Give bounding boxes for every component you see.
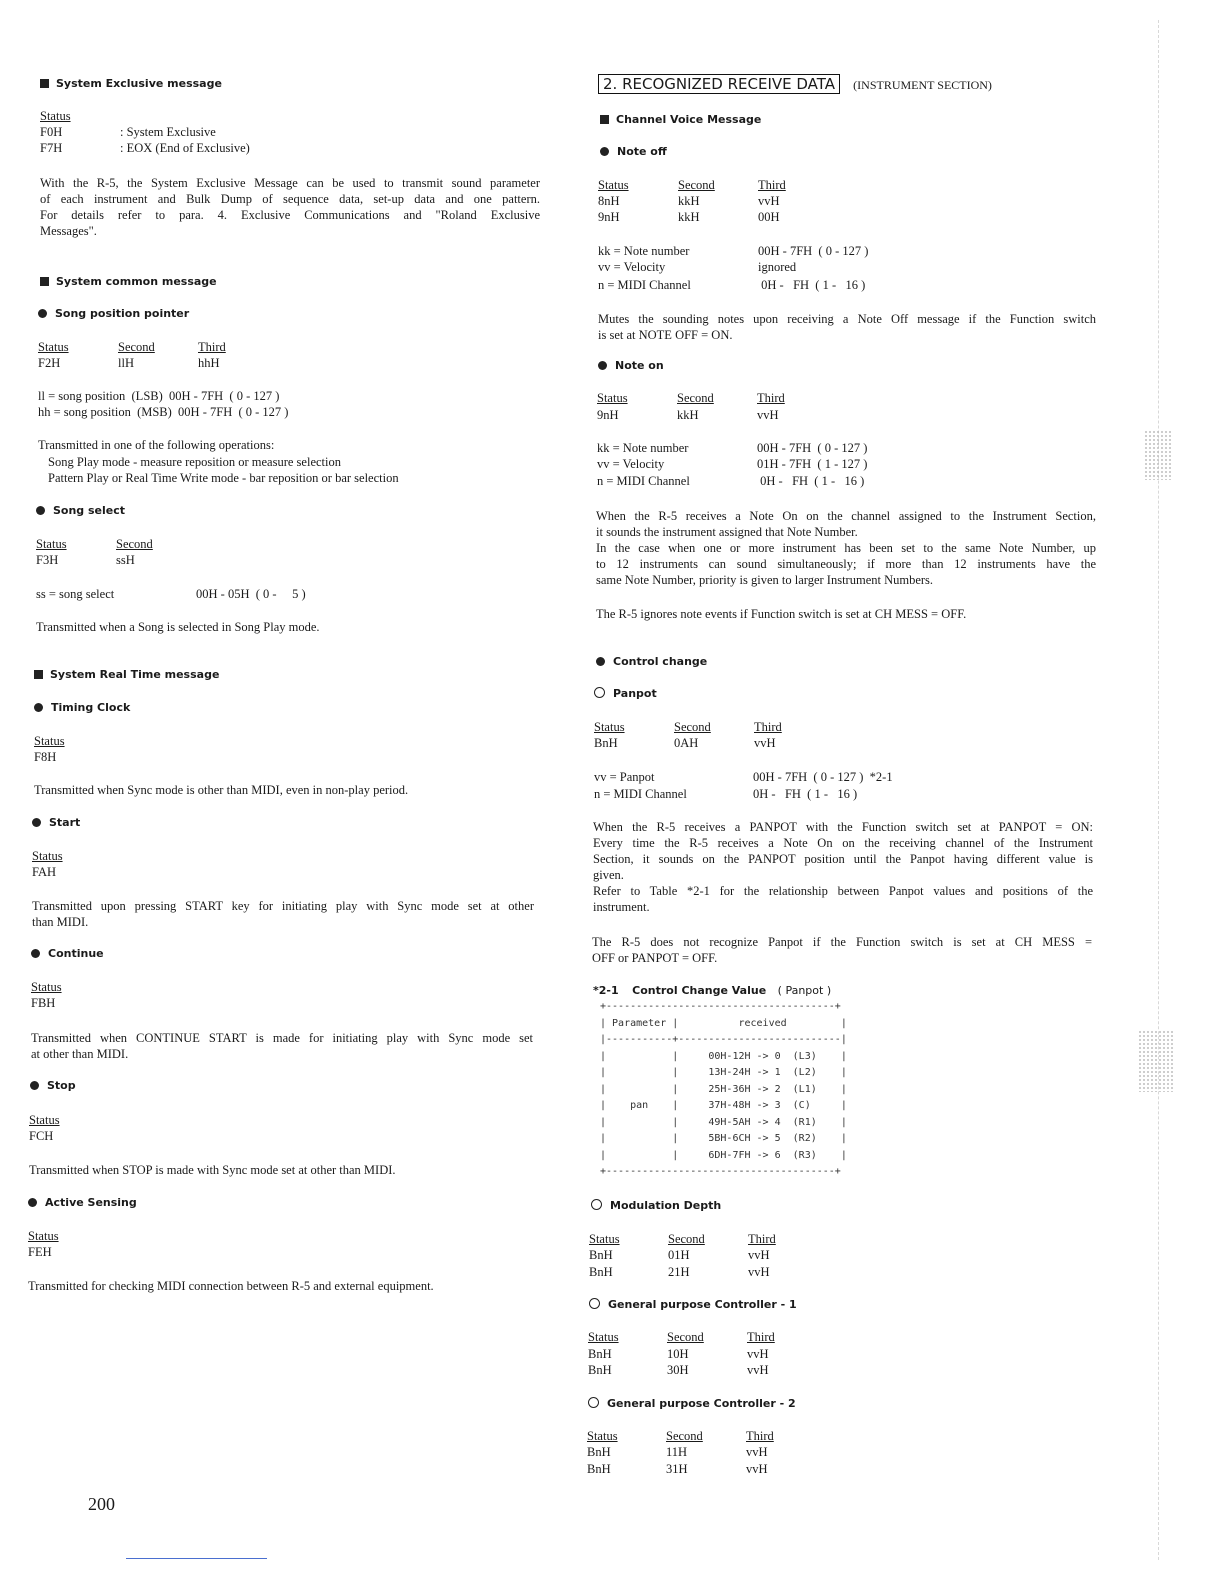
heading-start: Start xyxy=(32,815,80,831)
table-line: +--------------------------------------+ xyxy=(600,1166,841,1177)
col-status: Status xyxy=(589,1232,620,1246)
col-second: Second xyxy=(667,1330,704,1344)
cell: BnH xyxy=(588,1347,612,1361)
heading-system-common: System common message xyxy=(40,274,217,290)
section-title-box: 2. RECOGNIZED RECEIVE DATA xyxy=(598,74,840,94)
status-label: Status xyxy=(40,109,71,123)
circle-bullet-icon xyxy=(591,1199,602,1210)
cell: kkH xyxy=(677,408,699,422)
dot-bullet-icon xyxy=(34,703,43,712)
dot-bullet-icon xyxy=(32,818,41,827)
heading-song-position-pointer: Song position pointer xyxy=(38,306,189,322)
col-third: Third xyxy=(757,391,785,405)
table-line: +--------------------------------------+ xyxy=(600,1001,841,1012)
cell: BnH xyxy=(594,736,618,750)
square-bullet-icon xyxy=(34,670,43,679)
table-caption-number: *2-1 xyxy=(593,984,619,997)
definition-name: ss = song select xyxy=(36,587,115,601)
table-line: |-----------+---------------------------| xyxy=(600,1034,847,1045)
table-line: | | 00H-12H -> 0 (L3) | xyxy=(600,1050,847,1062)
cell: vvH xyxy=(748,1265,770,1279)
footer-rule xyxy=(126,1558,267,1559)
section-title xyxy=(598,74,992,94)
panpot-paragraph-2: The R-5 does not recognize Panpot if the Function switch is set at CH MESS = OFF or PANPOT = OFF. xyxy=(592,935,1092,965)
cell: vvH xyxy=(746,1445,768,1459)
heading-note-off: Note off xyxy=(600,144,667,160)
def-range: 0H - FH ( 1 - 16 ) xyxy=(753,787,858,801)
col-status: Status xyxy=(597,391,628,405)
cell: vvH xyxy=(754,736,776,750)
col-status: Status xyxy=(588,1330,619,1344)
dot-bullet-icon xyxy=(596,657,605,666)
col-third: Third xyxy=(747,1330,775,1344)
col-second: Second xyxy=(118,340,155,354)
def-name: n = MIDI Channel xyxy=(598,278,691,292)
heading-gp-controller-2: General purpose Controller - 2 xyxy=(588,1396,796,1412)
note: Transmitted for checking MIDI connection between R-5 and external equipment. xyxy=(28,1279,434,1293)
table-line: | | 13H-24H -> 1 (L2) | xyxy=(600,1067,847,1078)
note: Transmitted when Sync mode is other than MIDI, even in non-play period. xyxy=(34,783,409,797)
table-line: | Parameter | received | xyxy=(600,1017,847,1029)
cell: vvH xyxy=(758,194,780,208)
status-label: Status xyxy=(32,849,63,863)
col-second: Second xyxy=(677,391,714,405)
panpot-paragraph: When the R-5 receives a PANPOT with the Function switch set at PANPOT = ON: Every time the R-5 receives a Note On on the receiving channel of the Instrument Section, it sounds on the PANPOT position until the Panpot having different value is given. Refer to Table *2-1 for the relationship between Panpot values and positions of the instrument. xyxy=(593,820,1093,914)
cell: 00H xyxy=(758,210,780,224)
table-line: | | 6DH-7FH -> 6 (R3) | xyxy=(600,1149,847,1161)
noteon-paragraph-2: The R-5 ignores note events if Function switch is set at CH MESS = OFF. xyxy=(596,607,967,621)
heading-control-change: Control change xyxy=(596,654,707,670)
def-name: vv = Velocity xyxy=(598,260,666,274)
status-label: Status xyxy=(31,980,62,994)
cell: BnH xyxy=(589,1265,613,1279)
col-second: Second xyxy=(666,1429,703,1443)
section-title-suffix: (INSTRUMENT SECTION) xyxy=(853,78,992,92)
ops-intro: Transmitted in one of the following operations: xyxy=(38,438,275,452)
heading-song-select: Song select xyxy=(36,503,125,519)
cell: BnH xyxy=(589,1248,613,1262)
cell: 0AH xyxy=(674,736,699,750)
col-status: Status xyxy=(36,537,67,551)
col-third: Third xyxy=(198,340,226,354)
code-desc: : System Exclusive xyxy=(120,125,216,139)
status-label: Status xyxy=(29,1113,60,1127)
heading-note-on: Note on xyxy=(598,358,664,374)
def-name: n = MIDI Channel xyxy=(594,787,687,801)
code: F8H xyxy=(34,750,57,764)
note: Transmitted upon pressing START key for initiating play with Sync mode set at other than MIDI. xyxy=(32,899,534,929)
ops-item: Song Play mode - measure reposition or measure selection xyxy=(48,455,341,469)
table-line: | pan | 37H-48H -> 3 (C) | xyxy=(600,1100,847,1111)
circle-bullet-icon xyxy=(588,1397,599,1408)
table-line: | | 25H-36H -> 2 (L1) | xyxy=(600,1083,847,1095)
heading-system-exclusive: System Exclusive message xyxy=(40,76,222,92)
col-second: Second xyxy=(668,1232,705,1246)
sysex-paragraph: With the R-5, the System Exclusive Message can be used to transmit sound parameter of each instrument and Bulk Dump of sequence data, set-up data and one pattern. For details refer to para. 4. Exclusive Communications and "Roland Exclusive Messages". xyxy=(40,176,540,238)
heading-channel-voice-message: Channel Voice Message xyxy=(600,112,761,128)
cell: vvH xyxy=(747,1347,769,1361)
code: FAH xyxy=(32,865,57,879)
cell: kkH xyxy=(678,194,700,208)
noteoff-paragraph: Mutes the sounding notes upon receiving a Note Off message if the Function switch is set at NOTE OFF = ON. xyxy=(598,312,1096,342)
def-range: 0H - FH ( 1 - 16 ) xyxy=(757,474,865,488)
note: Transmitted when CONTINUE START is made for initiating play with Sync mode set at other than MIDI. xyxy=(31,1031,533,1061)
heading-timing-clock: Timing Clock xyxy=(34,700,130,716)
def-range: ignored xyxy=(758,260,797,274)
heading-continue: Continue xyxy=(31,946,104,962)
cell: 10H xyxy=(667,1347,689,1361)
col-third: Third xyxy=(746,1429,774,1443)
note: Transmitted when a Song is selected in Song Play mode. xyxy=(36,620,320,634)
status-label: Status xyxy=(34,734,65,748)
cell: ssH xyxy=(116,553,135,567)
heading-system-real-time: System Real Time message xyxy=(34,667,219,683)
col-status: Status xyxy=(587,1429,618,1443)
status-label: Status xyxy=(28,1229,59,1243)
cell: vvH xyxy=(757,408,779,422)
cell: 8nH xyxy=(598,194,620,208)
cell: 21H xyxy=(668,1265,690,1279)
col-third: Third xyxy=(748,1232,776,1246)
table-line: | | 5BH-6CH -> 5 (R2) | xyxy=(600,1133,847,1144)
def-name: n = MIDI Channel xyxy=(597,474,690,488)
circle-bullet-icon xyxy=(589,1298,600,1309)
def-name: vv = Panpot xyxy=(594,770,655,784)
dot-bullet-icon xyxy=(38,309,47,318)
cell: vvH xyxy=(747,1363,769,1377)
cell: BnH xyxy=(587,1445,611,1459)
table-caption-title: Control Change Value xyxy=(632,984,767,997)
ops-item: Pattern Play or Real Time Write mode - bar reposition or bar selection xyxy=(48,471,399,485)
scan-speckle xyxy=(1138,1030,1174,1092)
square-bullet-icon xyxy=(40,277,49,286)
cell: vvH xyxy=(748,1248,770,1262)
def-name: kk = Note number xyxy=(598,244,690,258)
cell: 9nH xyxy=(598,210,620,224)
def-name: kk = Note number xyxy=(597,441,689,455)
cell: F2H xyxy=(38,356,61,370)
def-range: 00H - 7FH ( 0 - 127 ) xyxy=(757,441,868,455)
def-name: vv = Velocity xyxy=(597,457,665,471)
code: F7H xyxy=(40,141,63,155)
cell: 9nH xyxy=(597,408,619,422)
definition-range: 00H - 05H ( 0 - 5 ) xyxy=(196,587,306,601)
dot-bullet-icon xyxy=(30,1081,39,1090)
cell: hhH xyxy=(198,356,220,370)
cell: llH xyxy=(118,356,134,370)
dot-bullet-icon xyxy=(31,949,40,958)
heading-modulation-depth: Modulation Depth xyxy=(591,1198,721,1214)
heading-panpot: Panpot xyxy=(594,686,657,702)
col-status: Status xyxy=(598,178,629,192)
cell: 30H xyxy=(667,1363,689,1377)
heading-stop: Stop xyxy=(30,1078,76,1094)
definition: hh = song position (MSB) 00H - 7FH ( 0 - 127 ) xyxy=(38,405,289,419)
dot-bullet-icon xyxy=(598,361,607,370)
col-status: Status xyxy=(594,720,625,734)
cell: kkH xyxy=(678,210,700,224)
def-range: 00H - 7FH ( 0 - 127 ) *2-1 xyxy=(753,770,893,784)
col-second: Second xyxy=(116,537,153,551)
heading-active-sensing: Active Sensing xyxy=(28,1195,137,1211)
table-line: | | 49H-5AH -> 4 (R1) | xyxy=(600,1116,847,1128)
code: FBH xyxy=(31,996,56,1010)
cell: BnH xyxy=(588,1363,612,1377)
col-third: Third xyxy=(754,720,782,734)
table-caption xyxy=(593,983,831,999)
table-caption-paren: ( Panpot ) xyxy=(777,984,832,997)
dot-bullet-icon xyxy=(600,147,609,156)
page-number: 200 xyxy=(88,1494,115,1514)
def-range: 0H - FH ( 1 - 16 ) xyxy=(758,278,866,292)
dot-bullet-icon xyxy=(36,506,45,515)
cell: vvH xyxy=(746,1462,768,1476)
code: FCH xyxy=(29,1129,54,1143)
col-second: Second xyxy=(678,178,715,192)
circle-bullet-icon xyxy=(594,687,605,698)
definition: ll = song position (LSB) 00H - 7FH ( 0 - 127 ) xyxy=(38,389,280,403)
cell: 31H xyxy=(666,1462,688,1476)
square-bullet-icon xyxy=(600,115,609,124)
def-range: 01H - 7FH ( 1 - 127 ) xyxy=(757,457,868,471)
cell: 01H xyxy=(668,1248,690,1262)
cell: F3H xyxy=(36,553,59,567)
panpot-table xyxy=(600,999,847,1181)
code: FEH xyxy=(28,1245,52,1259)
col-third: Third xyxy=(758,178,786,192)
dot-bullet-icon xyxy=(28,1198,37,1207)
col-second: Second xyxy=(674,720,711,734)
def-range: 00H - 7FH ( 0 - 127 ) xyxy=(758,244,869,258)
square-bullet-icon xyxy=(40,79,49,88)
code-desc: : EOX (End of Exclusive) xyxy=(120,141,250,155)
scan-edge-line xyxy=(1158,20,1160,1560)
note: Transmitted when STOP is made with Sync mode set at other than MIDI. xyxy=(29,1163,396,1177)
cell: 11H xyxy=(666,1445,688,1459)
heading-gp-controller-1: General purpose Controller - 1 xyxy=(589,1297,797,1313)
scan-speckle xyxy=(1144,430,1172,480)
cell: BnH xyxy=(587,1462,611,1476)
noteon-paragraph: When the R-5 receives a Note On on the channel assigned to the Instrument Section, it sounds the instrument assigned that Note Number. In the case when one or more instrument has been set to the same Note Number, up to 12 instruments can sound simultaneously; if more than 12 instruments have the same Note Number, priority is given to larger Instrument Numbers. xyxy=(596,509,1096,587)
col-status: Status xyxy=(38,340,69,354)
code: F0H xyxy=(40,125,63,139)
